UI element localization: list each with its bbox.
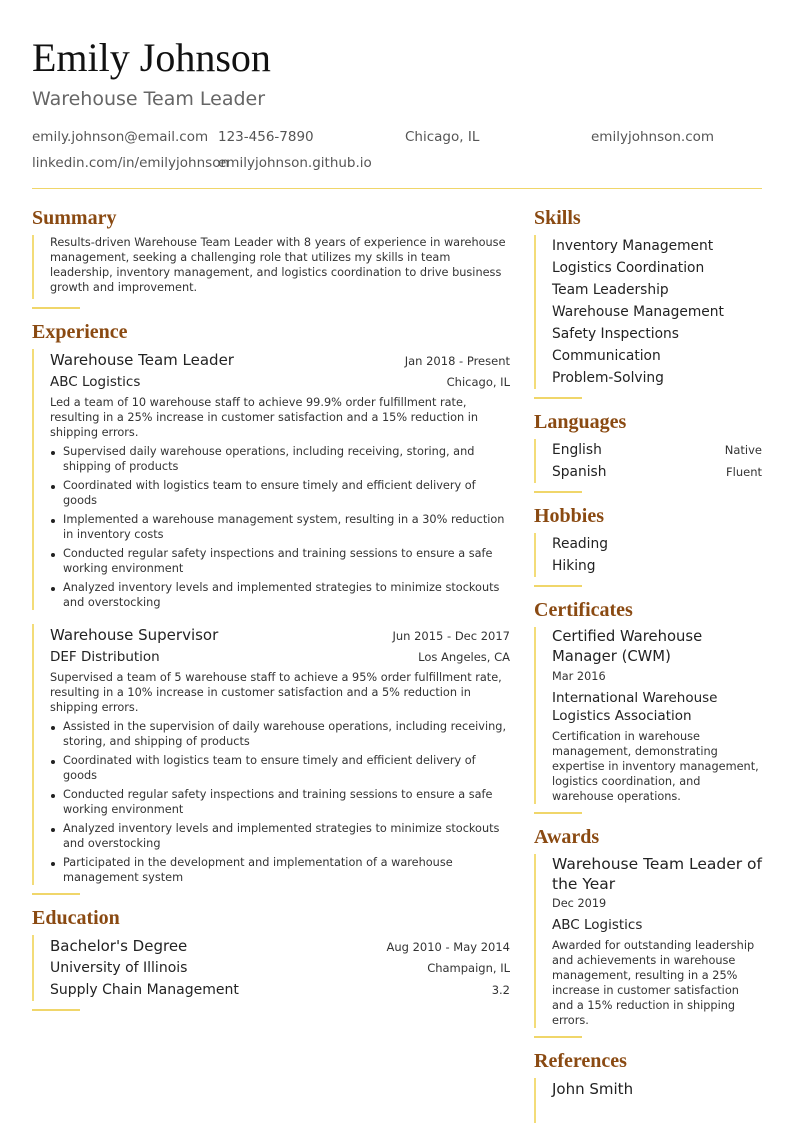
reference-item <box>534 1078 762 1123</box>
bullet-item: Conducted regular safety inspections and training sessions to ensure a safe working environment <box>50 546 510 576</box>
section-rule <box>534 585 582 587</box>
experience-company: ABC Logistics <box>50 374 141 390</box>
experience-bullets <box>50 719 510 885</box>
contact-github[interactable]: emilyjohnson.github.io <box>218 155 372 171</box>
bullet-item: Assisted in the supervision of daily warehouse operations, including receiving, storing, and shipping of products <box>50 719 510 749</box>
language-level: Native <box>724 443 762 457</box>
section-rule <box>534 397 582 399</box>
candidate-name: Emily Johnson <box>32 35 271 80</box>
education-heading: Education <box>32 907 120 929</box>
experience-location: Los Angeles, CA <box>418 650 510 664</box>
award-date: Dec 2019 <box>552 897 607 910</box>
languages-list <box>534 439 762 483</box>
certificate-description: Certification in warehouse management, demonstrating expertise in inventory management, logistics coordination, and warehouse operations. <box>552 730 759 803</box>
job-title-header: Warehouse Team Leader <box>32 88 266 110</box>
experience-item <box>32 349 510 610</box>
certificates-section <box>534 597 762 814</box>
sidebar-column <box>534 205 762 1123</box>
bullet-item: Conducted regular safety inspections and training sessions to ensure a safe working environment <box>50 787 510 817</box>
hobby-item: Reading <box>552 536 609 552</box>
bullet-item: Coordinated with logistics team to ensure timely and efficient delivery of goods <box>50 753 510 783</box>
education-degree: Bachelor's Degree <box>50 937 188 955</box>
certificates-heading: Certificates <box>534 599 633 621</box>
experience-item <box>32 624 510 885</box>
experience-dates: Jun 2015 - Dec 2017 <box>392 629 510 643</box>
award-description: Awarded for outstanding leadership and achievements in warehouse management, resulting in a 25% increase in customer satisfaction and a 15% reduction in shipping errors. <box>552 939 755 1027</box>
language-name: Spanish <box>552 464 607 480</box>
reference-name: John Smith <box>552 1080 634 1098</box>
contact-location: Chicago, IL <box>405 129 480 145</box>
education-gpa: 3.2 <box>491 983 510 997</box>
section-rule <box>32 893 80 895</box>
section-rule <box>32 307 80 309</box>
section-rule <box>534 1036 582 1038</box>
education-section <box>32 905 510 1011</box>
experience-bullets <box>50 444 510 610</box>
main-column <box>32 205 510 1021</box>
experience-description: Led a team of 10 warehouse staff to achieve 99.9% order fulfillment rate, resulting in a 25% increase in customer satisfaction and a 15% reduction in shipping errors. <box>50 396 479 439</box>
language-level: Fluent <box>726 465 762 479</box>
education-dates: Aug 2010 - May 2014 <box>386 940 510 954</box>
references-section <box>534 1048 762 1123</box>
certificate-date: Mar 2016 <box>552 670 606 683</box>
language-name: English <box>552 442 602 458</box>
experience-location: Chicago, IL <box>446 375 510 389</box>
experience-section <box>32 319 510 895</box>
language-item <box>552 439 762 461</box>
bullet-item: Coordinated with logistics team to ensure timely and efficient delivery of goods <box>50 478 510 508</box>
summary-body <box>32 235 510 299</box>
hobby-item: Hiking <box>552 558 596 574</box>
education-school: University of Illinois <box>50 960 188 976</box>
section-rule <box>534 491 582 493</box>
contact-phone[interactable]: 123-456-7890 <box>218 129 314 145</box>
header-divider <box>32 188 762 189</box>
contact-email[interactable]: emily.johnson@email.com <box>32 129 209 145</box>
hobbies-list <box>534 533 762 577</box>
skill-item: Communication <box>552 348 661 364</box>
section-rule <box>534 812 582 814</box>
skills-heading: Skills <box>534 207 581 229</box>
bullet-item: Participated in the development and implementation of a warehouse management system <box>50 855 510 885</box>
award-item <box>534 854 762 1028</box>
contact-linkedin[interactable]: linkedin.com/in/emilyjohnson <box>32 155 230 171</box>
certificate-item <box>534 627 762 804</box>
bullet-item: Implemented a warehouse management system, resulting in a 30% reduction in inventory costs <box>50 512 510 542</box>
education-field: Supply Chain Management <box>50 982 239 998</box>
skill-item: Safety Inspections <box>552 326 679 342</box>
education-location: Champaign, IL <box>427 961 510 975</box>
experience-description: Supervised a team of 5 warehouse staff to achieve a 95% order fulfillment rate, resulting in a 10% increase in customer satisfaction and a 5% reduction in shipping errors. <box>50 671 502 714</box>
certificate-issuer: International Warehouse Logistics Association <box>552 690 718 724</box>
experience-company: DEF Distribution <box>50 649 160 665</box>
skill-item: Logistics Coordination <box>552 260 705 276</box>
education-item <box>32 935 510 1001</box>
summary-heading: Summary <box>32 207 117 229</box>
languages-section <box>534 409 762 493</box>
experience-title: Warehouse Team Leader <box>50 351 234 369</box>
skill-item: Warehouse Management <box>552 304 724 320</box>
award-title: Warehouse Team Leader of the Year <box>552 855 762 893</box>
skill-item: Team Leadership <box>552 282 669 298</box>
awards-heading: Awards <box>534 826 600 848</box>
summary-section <box>32 205 510 309</box>
award-issuer: ABC Logistics <box>552 917 643 933</box>
languages-heading: Languages <box>534 411 627 433</box>
awards-section <box>534 824 762 1038</box>
skill-item: Problem-Solving <box>552 370 664 386</box>
section-rule <box>32 1009 80 1011</box>
experience-title: Warehouse Supervisor <box>50 626 219 644</box>
summary-text: Results-driven Warehouse Team Leader with 8 years of experience in warehouse management, seeking a challenging role that utilizes my skills in team leadership, inventory management, and logistics coordination to drive business growth and improvement. <box>50 236 506 294</box>
skills-section <box>534 205 762 399</box>
certificate-title: Certified Warehouse Manager (CWM) <box>552 628 703 665</box>
bullet-item: Analyzed inventory levels and implemented strategies to minimize stockouts and overstocking <box>50 580 510 610</box>
bullet-item: Analyzed inventory levels and implemented strategies to minimize stockouts and overstocking <box>50 821 510 851</box>
experience-dates: Jan 2018 - Present <box>404 354 510 368</box>
hobbies-section <box>534 503 762 587</box>
bullet-item: Supervised daily warehouse operations, including receiving, storing, and shipping of products <box>50 444 510 474</box>
contact-website[interactable]: emilyjohnson.com <box>591 129 715 145</box>
hobbies-heading: Hobbies <box>534 505 605 527</box>
language-item <box>552 461 762 483</box>
experience-heading: Experience <box>32 321 128 343</box>
skill-item: Inventory Management <box>552 238 714 254</box>
references-heading: References <box>534 1050 627 1072</box>
skills-list <box>534 235 762 389</box>
